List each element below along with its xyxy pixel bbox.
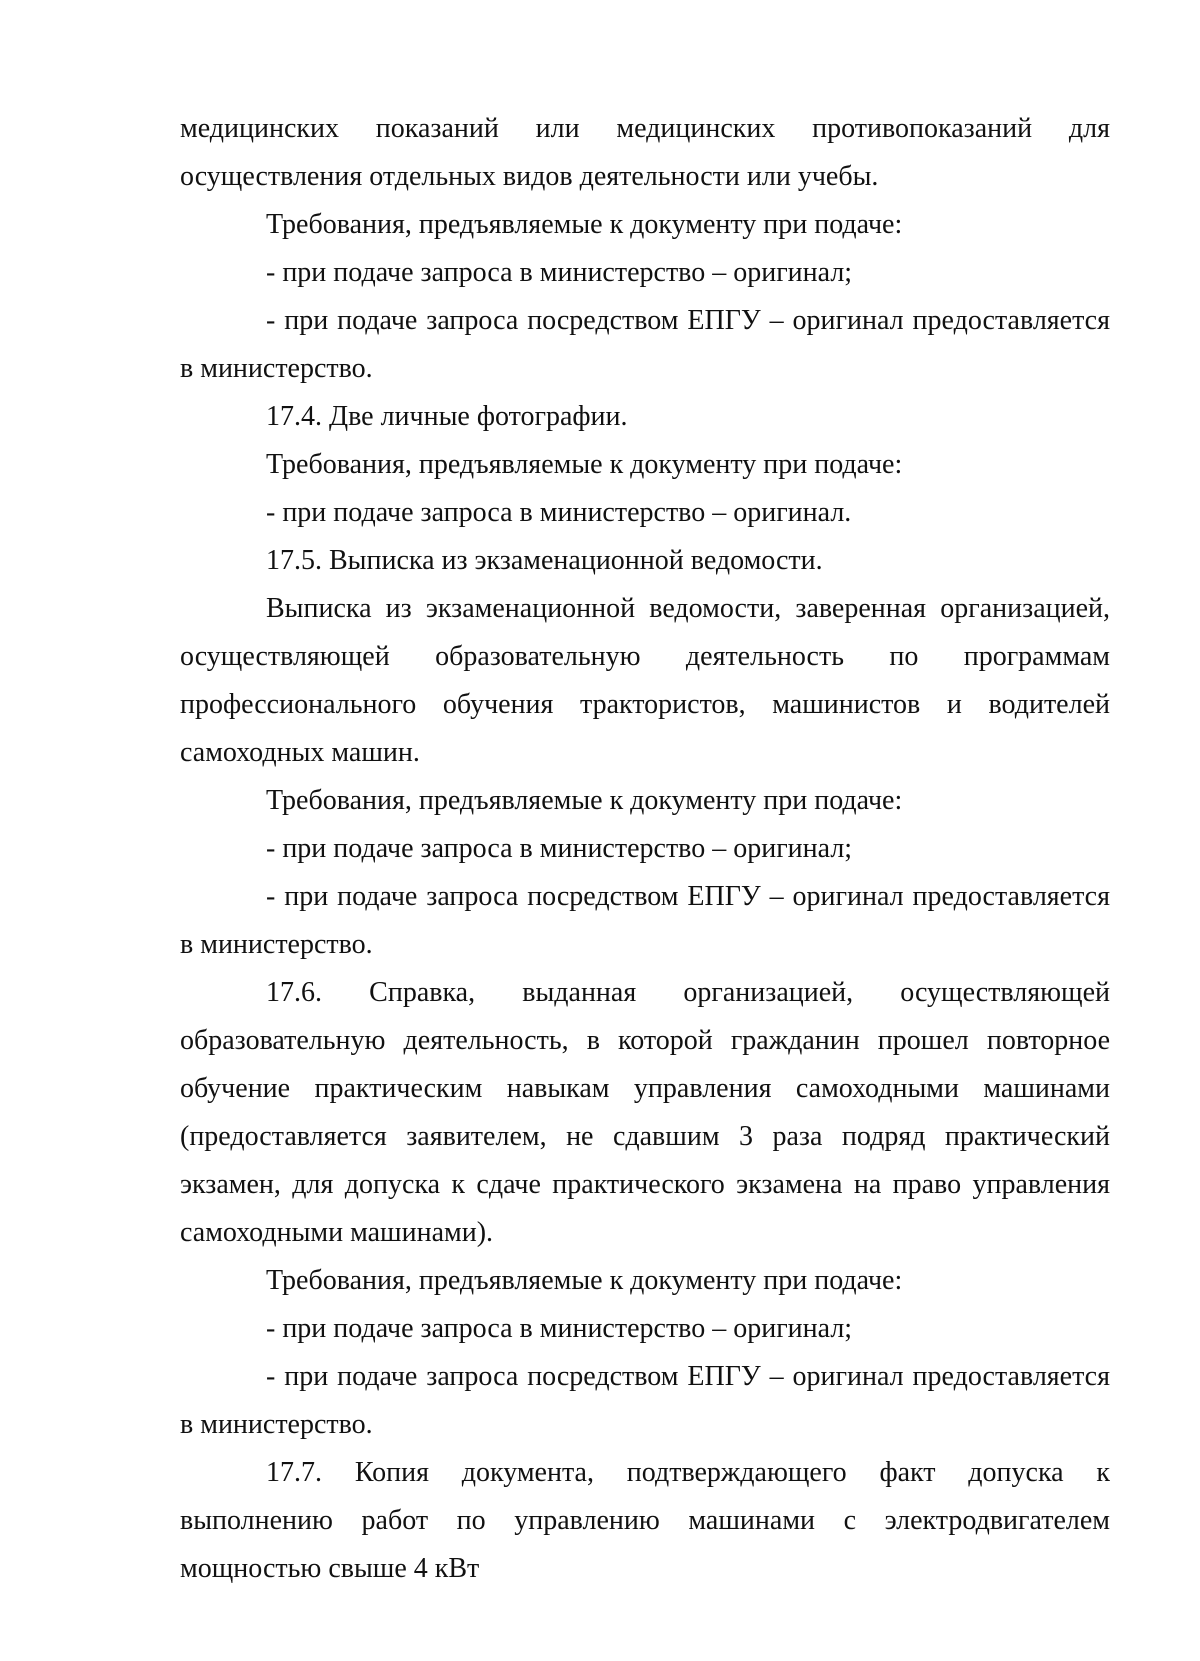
paragraph-epgu-original: - при подаче запроса посредством ЕПГУ – оригинал предоставляется в министерство.: [180, 881, 1110, 960]
paragraph-requirements: Требования, предъявляемые к документу при подаче:: [266, 1265, 903, 1296]
document-page: [180, 105, 1110, 1593]
paragraph-ministry-original: - при подаче запроса в министерство – оригинал;: [266, 833, 853, 864]
paragraph-ministry-original: - при подаче запроса в министерство – оригинал.: [266, 497, 852, 528]
paragraph-requirements: Требования, предъявляемые к документу при подаче:: [266, 449, 903, 480]
paragraph-continuation: медицинских показаний или медицинских противопоказаний для осуществления отдельных видов деятельности или учебы.: [180, 113, 1110, 192]
paragraph-17-6: 17.6. Справка, выданная организацией, осуществляющей образовательную деятельность, в которой гражданин прошел повторное обучение практическим навыкам управления самоходными машинами (предоставляется заявителем, не сдавшим 3 раза подряд практический экзамен, для допуска к сдаче практического экзамена на право управления самоходными машинами).: [180, 977, 1110, 1248]
paragraph-requirements: Требования, предъявляемые к документу при подаче:: [266, 209, 903, 240]
paragraph-requirements: Требования, предъявляемые к документу при подаче:: [266, 785, 903, 816]
paragraph-epgu-original: - при подаче запроса посредством ЕПГУ – оригинал предоставляется в министерство.: [180, 305, 1110, 384]
paragraph-17-7: 17.7. Копия документа, подтверждающего факт допуска к выполнению работ по управлению машинами с электродвигателем мощностью свыше 4 кВт: [180, 1457, 1110, 1584]
paragraph-ministry-original: - при подаче запроса в министерство – оригинал;: [266, 257, 853, 288]
paragraph-exam-extract: Выписка из экзаменационной ведомости, заверенная организацией, осуществляющей образовательную деятельность по программам профессионального обучения трактористов, машинистов и водителей самоходных машин.: [180, 593, 1110, 768]
paragraph-17-5: 17.5. Выписка из экзаменационной ведомости.: [266, 545, 823, 576]
paragraph-epgu-original: - при подаче запроса посредством ЕПГУ – оригинал предоставляется в министерство.: [180, 1361, 1110, 1440]
paragraph-ministry-original: - при подаче запроса в министерство – оригинал;: [266, 1313, 853, 1344]
paragraph-17-4: 17.4. Две личные фотографии.: [266, 401, 628, 432]
